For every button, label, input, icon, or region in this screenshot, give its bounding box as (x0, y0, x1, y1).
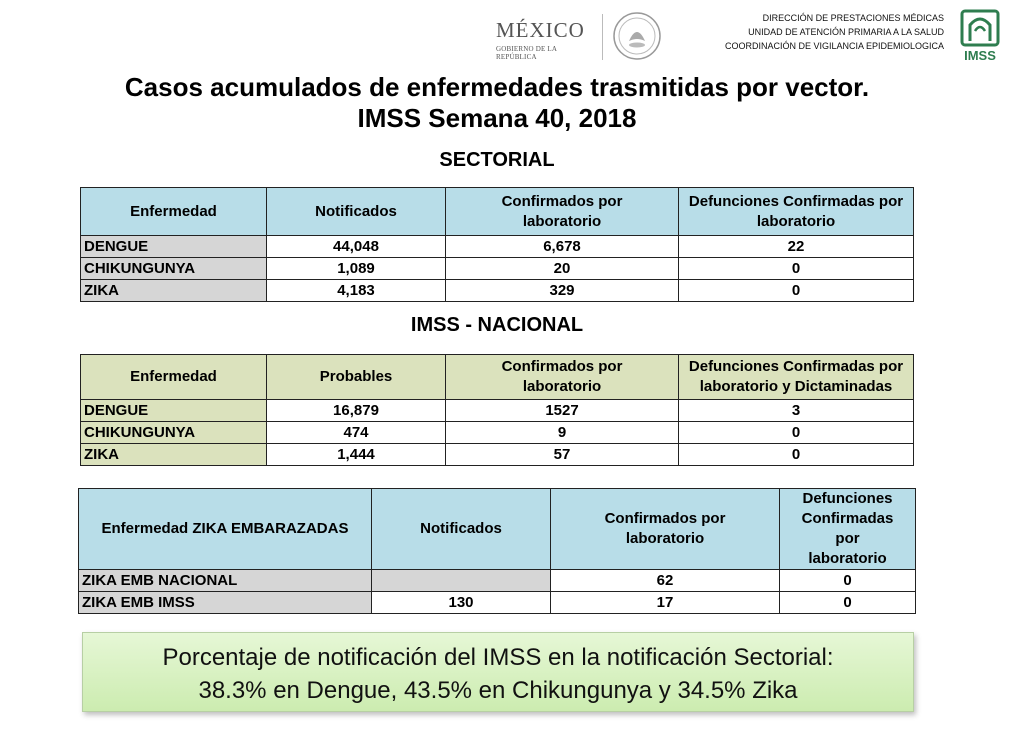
header-divider (602, 14, 603, 60)
mexico-logo-subtitle: GOBIERNO DE LA REPÚBLICA (496, 45, 557, 61)
column-header: Notificados (267, 188, 446, 236)
header (0, 0, 1024, 68)
page-title (0, 72, 994, 134)
table-cell: 17 (551, 592, 780, 614)
table-cell: 0 (679, 422, 914, 444)
embarazadas-table (78, 488, 916, 614)
column-header: Probables (267, 355, 446, 400)
table-cell: 57 (446, 444, 679, 466)
table-cell: 44,048 (267, 236, 446, 258)
table-cell: 0 (679, 258, 914, 280)
table-cell: 329 (446, 280, 679, 302)
table-cell: 130 (372, 592, 551, 614)
department-line: COORDINACIÓN DE VIGILANCIA EPIDEMIOLOGICA (724, 41, 944, 51)
table-row (81, 280, 914, 302)
page-title-line1: Casos acumulados de enfermedades trasmitidas por vector. (124, 72, 870, 102)
table-cell: 0 (679, 280, 914, 302)
national-seal-icon (612, 11, 662, 61)
column-header: Notificados (372, 489, 551, 570)
column-header: Enfermedad (81, 188, 267, 236)
imss-logo-text: IMSS (964, 48, 996, 63)
table-cell: 6,678 (446, 236, 679, 258)
table-cell: 3 (679, 400, 914, 422)
nacional-table (80, 354, 914, 466)
page-title-line2: IMSS Semana 40, 2018 (357, 103, 637, 133)
table-cell: 0 (679, 444, 914, 466)
table-cell: 0 (780, 592, 916, 614)
table-cell: 20 (446, 258, 679, 280)
column-header: Confirmados por laboratorio (446, 188, 679, 236)
nacional-title: IMSS - NACIONAL (410, 314, 584, 336)
column-header: Defunciones Confirmadas por laboratorio (679, 188, 914, 236)
imss-logo-icon (958, 9, 1002, 63)
table-row (81, 236, 914, 258)
mexico-logo-word: MÉXICO (496, 18, 585, 42)
department-line: DIRECCIÓN DE PRESTACIONES MÉDICAS (762, 13, 944, 23)
table-cell: 22 (679, 236, 914, 258)
row-label: ZIKA EMB IMSS (79, 592, 372, 614)
table-cell: 62 (551, 570, 780, 592)
table-cell (372, 570, 551, 592)
table-cell: 0 (780, 570, 916, 592)
table-cell: 16,879 (267, 400, 446, 422)
table-row (81, 444, 914, 466)
summary-banner-line2: 38.3% en Dengue, 43.5% en Chikungunya y 34.5% Zika (198, 677, 798, 704)
column-header: Defunciones Confirmadas por laboratorio (780, 489, 916, 570)
row-label: CHIKUNGUNYA (81, 422, 267, 444)
department-line: UNIDAD DE ATENCIÓN PRIMARIA A LA SALUD (748, 27, 944, 37)
summary-banner-line1: Porcentaje de notificación del IMSS en la notificación Sectorial: (162, 644, 834, 671)
department-block (725, 11, 944, 53)
table-row (81, 400, 914, 422)
row-label: DENGUE (81, 400, 267, 422)
table-header-row (79, 489, 916, 570)
row-label: ZIKA (81, 280, 267, 302)
column-header: Enfermedad (81, 355, 267, 400)
table-row (79, 592, 916, 614)
row-label: DENGUE (81, 236, 267, 258)
column-header: Confirmados por laboratorio (446, 355, 679, 400)
table-cell: 1,089 (267, 258, 446, 280)
table-cell: 1527 (446, 400, 679, 422)
table-cell: 9 (446, 422, 679, 444)
table-cell: 474 (267, 422, 446, 444)
column-header: Confirmados por laboratorio (551, 489, 780, 570)
sectorial-table (80, 187, 914, 302)
column-header: Defunciones Confirmadas por laboratorio y Dictaminadas (679, 355, 914, 400)
table-header-row (81, 188, 914, 236)
table-cell: 4,183 (267, 280, 446, 302)
row-label: ZIKA EMB NACIONAL (79, 570, 372, 592)
mexico-logo (496, 18, 592, 61)
row-label: ZIKA (81, 444, 267, 466)
summary-banner (82, 632, 914, 712)
column-header: Enfermedad ZIKA EMBARAZADAS (79, 489, 372, 570)
table-row (81, 422, 914, 444)
sectorial-title: SECTORIAL (439, 149, 555, 171)
row-label: CHIKUNGUNYA (81, 258, 267, 280)
table-row (79, 570, 916, 592)
table-row (81, 258, 914, 280)
table-cell: 1,444 (267, 444, 446, 466)
table-header-row (81, 355, 914, 400)
